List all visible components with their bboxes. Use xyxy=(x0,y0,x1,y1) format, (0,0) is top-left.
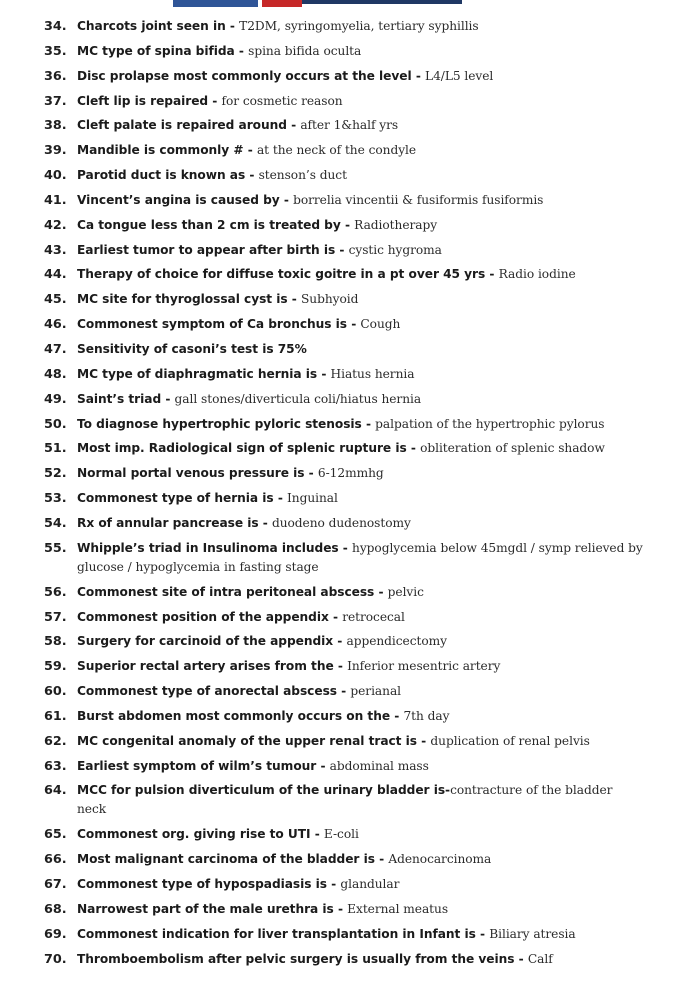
item-separator: - xyxy=(286,118,301,133)
item-number: 55. xyxy=(44,540,67,556)
item-text xyxy=(77,900,644,919)
item-answer: contracture of the bladder neck xyxy=(77,783,613,817)
item-number: 67. xyxy=(44,877,67,893)
item-answer: Inguinal xyxy=(287,491,338,506)
item-text xyxy=(77,514,644,533)
item-answer: abdominal mass xyxy=(329,758,429,773)
item-answer: cystic hygroma xyxy=(348,242,442,257)
item-question: Earliest symptom of wilm’s tumour xyxy=(77,758,317,773)
item-question: MC site for thyroglossal cyst is xyxy=(77,292,288,307)
item-answer: Subhyoid xyxy=(301,292,359,307)
item-separator: - xyxy=(304,466,318,481)
item-number: 38. xyxy=(44,118,67,134)
item-answer: glandular xyxy=(340,877,400,892)
item-separator: - xyxy=(317,366,331,381)
item-text xyxy=(77,875,644,894)
item-separator: - xyxy=(336,684,351,699)
red-band-segment xyxy=(262,0,302,7)
list-item xyxy=(44,757,644,782)
item-separator: - xyxy=(234,43,249,58)
item-text xyxy=(77,583,644,602)
item-number: 64. xyxy=(44,783,67,799)
item-question: Most imp. Radiological sign of splenic rupture is xyxy=(77,441,407,456)
item-question: Rx of annular pancrease is xyxy=(77,515,259,530)
list-item xyxy=(44,632,644,657)
item-number: 35. xyxy=(44,43,67,59)
item-number: 69. xyxy=(44,926,67,942)
item-number: 66. xyxy=(44,852,67,868)
item-question: Whipple’s triad in Insulinoma includes xyxy=(77,540,339,555)
item-separator: - xyxy=(411,68,426,83)
item-text xyxy=(77,390,644,409)
item-text xyxy=(77,216,644,235)
list-item xyxy=(44,141,644,166)
item-separator: - xyxy=(279,192,294,207)
item-separator: - xyxy=(485,267,499,282)
item-separator: - xyxy=(287,292,301,307)
list-item xyxy=(44,92,644,117)
item-text xyxy=(77,781,644,819)
item-text xyxy=(77,850,644,869)
list-item xyxy=(44,875,644,900)
list-item xyxy=(44,315,644,340)
item-question: Cleft lip is repaired xyxy=(77,93,209,108)
item-number: 56. xyxy=(44,584,67,600)
item-answer: Biliary atresia xyxy=(489,926,576,941)
item-answer: perianal xyxy=(350,684,402,699)
item-number: 62. xyxy=(44,733,67,749)
list-item xyxy=(44,42,644,67)
list-item xyxy=(44,191,644,216)
item-text xyxy=(77,191,644,210)
item-answer: Radiotherapy xyxy=(354,217,438,232)
item-separator: - xyxy=(445,783,451,798)
list-item xyxy=(44,265,644,290)
list-item xyxy=(44,340,644,365)
item-number: 68. xyxy=(44,902,67,917)
item-separator: - xyxy=(338,540,353,555)
item-text xyxy=(77,67,644,86)
item-question: Narrowest part of the male urethra is xyxy=(77,902,334,916)
item-text xyxy=(77,950,644,969)
item-number: 65. xyxy=(44,827,67,843)
item-separator: - xyxy=(243,143,257,158)
item-question: Ca tongue less than 2 cm is treated by xyxy=(77,217,341,232)
item-answer: E-coli xyxy=(323,827,359,842)
item-question: MC type of diaphragmatic hernia is xyxy=(77,366,318,381)
item-separator: - xyxy=(161,391,175,406)
item-answer: duplication of renal pelvis xyxy=(430,733,590,748)
item-question: Commonest site of intra peritoneal abscess xyxy=(77,584,375,599)
item-number: 40. xyxy=(44,168,67,184)
list-item xyxy=(44,950,644,975)
item-answer: Inferior mesentric artery xyxy=(347,659,501,674)
item-question: MCC for pulsion diverticulum of the urinary bladder is xyxy=(77,783,446,798)
item-separator: - xyxy=(326,877,341,892)
list-item xyxy=(44,825,644,850)
item-answer: pelvic xyxy=(387,584,424,599)
item-number: 47. xyxy=(44,341,67,357)
item-text xyxy=(77,682,644,701)
item-text xyxy=(77,757,644,776)
item-question: MC congenital anomaly of the upper renal tract is xyxy=(77,733,417,748)
item-text xyxy=(77,657,644,676)
item-number: 70. xyxy=(44,951,67,967)
list-item xyxy=(44,732,644,757)
item-question: Disc prolapse most commonly occurs at the level xyxy=(77,68,412,83)
item-text xyxy=(77,489,644,508)
item-separator: - xyxy=(374,584,388,599)
item-answer: spina bifida oculta xyxy=(248,43,362,58)
item-text xyxy=(77,17,644,36)
item-question: Charcots joint seen in xyxy=(77,19,226,33)
item-answer: T2DM, syringomyelia, tertiary syphillis xyxy=(239,19,479,33)
item-question: Commonest type of hernia is xyxy=(77,491,274,506)
item-separator: - xyxy=(361,416,376,431)
item-separator: - xyxy=(316,758,330,773)
item-question: Commonest indication for liver transplantation in Infant is xyxy=(77,926,476,941)
list-item xyxy=(44,17,644,42)
top-color-band xyxy=(0,0,680,18)
item-separator: - xyxy=(333,659,348,674)
item-text xyxy=(77,315,644,334)
item-question: Mandible is commonly # xyxy=(77,143,244,158)
item-number: 59. xyxy=(44,659,67,675)
item-text xyxy=(77,608,644,627)
item-text xyxy=(77,265,644,284)
item-number: 50. xyxy=(44,416,67,432)
list-item xyxy=(44,707,644,732)
item-number: 48. xyxy=(44,366,67,382)
item-separator: - xyxy=(333,902,348,916)
item-number: 57. xyxy=(44,609,67,625)
item-question: Parotid duct is known as xyxy=(77,168,246,183)
item-text xyxy=(77,732,644,751)
item-question: MC type of spina bifida xyxy=(77,43,235,58)
item-answer: External meatus xyxy=(347,902,449,916)
item-text xyxy=(77,707,644,726)
item-number: 46. xyxy=(44,317,67,333)
list-item xyxy=(44,489,644,514)
item-text xyxy=(77,166,644,185)
item-question: Commonest type of anorectal abscess xyxy=(77,684,337,699)
list-item xyxy=(44,390,644,415)
list-item xyxy=(44,925,644,950)
item-answer: duodeno dudenostomy xyxy=(271,515,411,530)
item-separator: - xyxy=(273,491,288,506)
list-item xyxy=(44,439,644,464)
item-separator: - xyxy=(374,852,389,867)
item-question: Commonest symptom of Ca bronchus is xyxy=(77,317,347,332)
item-number: 34. xyxy=(44,19,67,34)
item-text xyxy=(77,290,644,309)
qa-list xyxy=(44,17,644,975)
item-answer: gall stones/diverticula coli/hiatus hernia xyxy=(174,391,422,406)
item-answer: obliteration of splenic shadow xyxy=(420,441,605,456)
item-question: Thromboembolism after pelvic surgery is usually from the veins xyxy=(77,951,515,966)
list-item xyxy=(44,657,644,682)
item-text xyxy=(77,825,644,844)
item-separator: - xyxy=(328,609,343,624)
item-number: 52. xyxy=(44,466,67,482)
item-separator: - xyxy=(475,926,490,941)
item-number: 36. xyxy=(44,68,67,84)
item-separator: - xyxy=(390,708,404,723)
item-question: Burst abdomen most commonly occurs on the xyxy=(77,708,391,723)
item-separator: - xyxy=(406,441,421,456)
item-question: Superior rectal artery arises from the xyxy=(77,659,334,674)
item-number: 39. xyxy=(44,143,67,159)
list-item xyxy=(44,67,644,92)
item-question: Earliest tumor to appear after birth is xyxy=(77,242,336,257)
item-answer: palpation of the hypertrophic pylorus xyxy=(375,416,605,431)
item-number: 51. xyxy=(44,441,67,457)
list-item xyxy=(44,682,644,707)
item-separator: - xyxy=(208,93,222,108)
list-item xyxy=(44,166,644,191)
navy-band-segment xyxy=(302,0,462,4)
item-number: 41. xyxy=(44,192,67,208)
item-text xyxy=(77,141,644,160)
item-answer: at the neck of the condyle xyxy=(256,143,417,158)
item-number: 45. xyxy=(44,292,67,308)
item-answer: appendicectomy xyxy=(346,634,447,649)
item-text xyxy=(77,632,644,651)
item-question: Saint’s triad xyxy=(77,391,162,406)
item-answer: after 1&half yrs xyxy=(300,118,399,133)
item-number: 60. xyxy=(44,684,67,700)
list-item xyxy=(44,290,644,315)
item-number: 61. xyxy=(44,708,67,724)
item-question: To diagnose hypertrophic pyloric stenosis xyxy=(77,416,362,431)
item-number: 37. xyxy=(44,93,67,109)
item-text xyxy=(77,415,644,434)
item-question: Cleft palate is repaired around xyxy=(77,118,287,133)
item-text xyxy=(77,340,644,359)
item-question: Normal portal venous pressure is xyxy=(77,466,305,481)
item-question: Commonest position of the appendix xyxy=(77,609,329,624)
item-separator: - xyxy=(245,168,259,183)
item-number: 58. xyxy=(44,634,67,650)
list-item xyxy=(44,415,644,440)
list-item xyxy=(44,365,644,390)
item-answer: Radio iodine xyxy=(498,267,576,282)
item-question: Surgery for carcinoid of the appendix xyxy=(77,634,334,649)
list-item xyxy=(44,583,644,608)
blue-band-segment xyxy=(173,0,258,7)
item-text xyxy=(77,925,644,944)
item-question: Most malignant carcinoma of the bladder is xyxy=(77,852,375,867)
item-text xyxy=(77,439,644,458)
item-answer: retrocecal xyxy=(342,609,405,624)
item-separator: - xyxy=(514,951,528,966)
item-number: 53. xyxy=(44,491,67,507)
list-item xyxy=(44,900,644,925)
item-text xyxy=(77,241,644,260)
item-question: Commonest org. giving rise to UTI xyxy=(77,827,311,842)
list-item xyxy=(44,608,644,633)
item-number: 49. xyxy=(44,391,67,407)
item-question: Therapy of choice for diffuse toxic goitre in a pt over 45 yrs xyxy=(77,267,486,282)
item-text xyxy=(77,539,644,577)
item-question: Vincent’s angina is caused by xyxy=(77,192,280,207)
item-separator: - xyxy=(258,515,272,530)
item-answer: L4/L5 level xyxy=(425,68,494,83)
item-answer: Cough xyxy=(360,317,401,332)
list-item xyxy=(44,116,644,141)
item-separator: - xyxy=(225,19,240,33)
item-answer: 7th day xyxy=(403,708,450,723)
item-answer: Calf xyxy=(527,951,553,966)
list-item xyxy=(44,781,644,825)
item-text xyxy=(77,116,644,135)
item-separator: - xyxy=(333,634,347,649)
item-number: 43. xyxy=(44,242,67,258)
item-separator: - xyxy=(347,317,361,332)
item-text xyxy=(77,365,644,384)
item-answer: stenson’s duct xyxy=(258,168,347,183)
item-answer: Hiatus hernia xyxy=(330,366,415,381)
item-separator: - xyxy=(310,827,324,842)
item-number: 42. xyxy=(44,217,67,233)
list-item xyxy=(44,241,644,266)
item-answer: hypoglycemia below 45mgdl / symp relieved by glucose / hypoglycemia in fasting stage xyxy=(77,540,643,574)
item-separator: - xyxy=(416,733,431,748)
item-separator: - xyxy=(340,217,355,232)
item-number: 44. xyxy=(44,267,67,283)
item-answer: for cosmetic reason xyxy=(221,93,343,108)
item-separator: - xyxy=(335,242,349,257)
item-text xyxy=(77,92,644,111)
item-text xyxy=(77,42,644,61)
item-text xyxy=(77,464,644,483)
item-answer: 6-12mmhg xyxy=(317,466,384,481)
list-item xyxy=(44,850,644,875)
item-answer: borrelia vincentii & fusiformis fusiformis xyxy=(293,192,544,207)
list-item xyxy=(44,514,644,539)
item-number: 54. xyxy=(44,515,67,531)
item-answer: Adenocarcinoma xyxy=(388,852,492,867)
list-item xyxy=(44,539,644,583)
list-item xyxy=(44,216,644,241)
item-number: 63. xyxy=(44,758,67,774)
list-item xyxy=(44,464,644,489)
item-question: Commonest type of hypospadiasis is xyxy=(77,877,327,892)
item-question: Sensitivity of casoni’s test is 75% xyxy=(77,341,307,356)
